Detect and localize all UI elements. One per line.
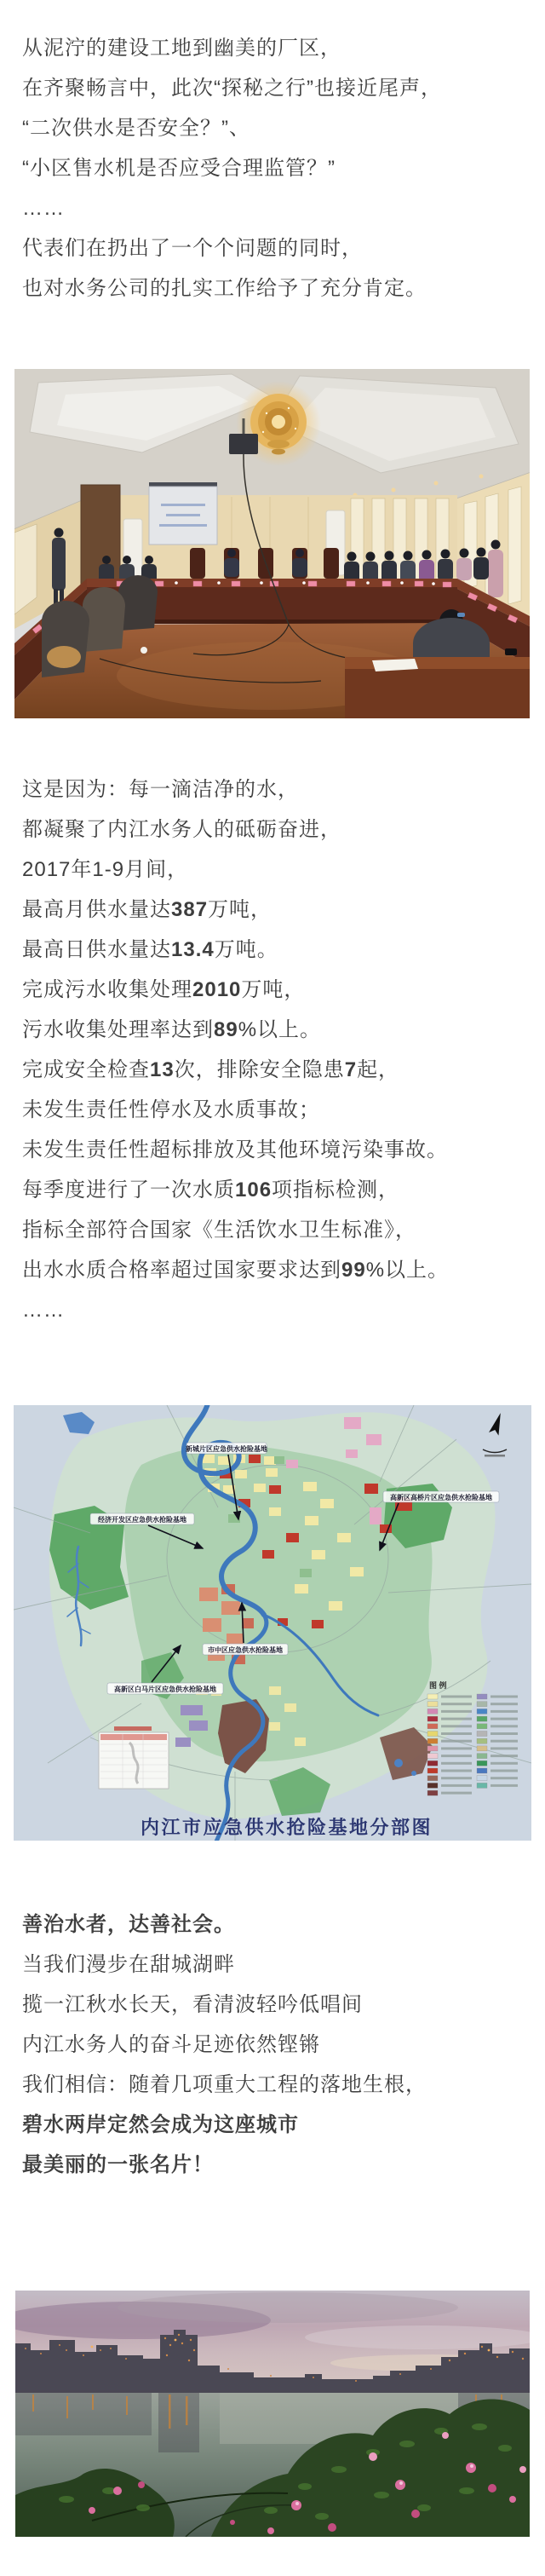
stat-number: 99	[341, 1259, 366, 1282]
text-segment: 污水收集处理率达到	[22, 1018, 214, 1041]
stats-line	[22, 1170, 538, 1210]
outro-line: 最美丽的一张名片！	[22, 2153, 214, 2176]
text-segment: 这是因为：每一滴洁净的水，	[22, 778, 299, 801]
text-segment: 出水水质合格率超过国家要求达到	[22, 1259, 341, 1282]
legend-swatch	[477, 1746, 487, 1751]
legend-label-bar	[490, 1777, 518, 1779]
legend-label-bar	[441, 1725, 472, 1727]
legend-label-bar	[441, 1718, 472, 1720]
text-segment: %以上。	[238, 1018, 322, 1041]
text-segment: 指标全部符合国家《生活饮水卫生标准》，	[22, 1219, 416, 1242]
legend-swatch	[477, 1776, 487, 1781]
city-map-image	[14, 1405, 531, 1841]
map-inset-table	[99, 1726, 169, 1789]
legend-label-bar	[490, 1710, 518, 1713]
legend-swatch	[427, 1754, 438, 1759]
legend-swatch	[427, 1790, 438, 1795]
intro-line: 代表们在扔出了一个个问题的同时，	[22, 237, 363, 260]
legend-swatch	[477, 1768, 487, 1773]
callout-label: 市中区应急供水抢险基地	[208, 1646, 283, 1654]
text-segment: 最高月供水量达	[22, 898, 171, 921]
legend-label-bar	[490, 1696, 518, 1698]
legend-swatch	[427, 1738, 438, 1743]
text-segment: 起，	[357, 1058, 400, 1081]
intro-line: 从泥泞的建设工地到幽美的厂区，	[22, 37, 341, 60]
legend-swatch	[477, 1694, 487, 1699]
stat-number: 387	[171, 898, 209, 921]
outro-line: 善治水者，达善社会。	[22, 1913, 235, 1936]
outro-line: 内江水务人的奋斗足迹依然铿锵	[22, 2033, 320, 2056]
legend-label-bar	[441, 1696, 472, 1698]
legend-label-bar	[441, 1703, 472, 1705]
outro-line: 碧水两岸定然会成为这座城市	[22, 2113, 299, 2136]
riverside-photo	[15, 2291, 530, 2537]
text-segment: 万吨。	[214, 938, 278, 961]
stats-line	[22, 1090, 538, 1130]
legend-label-bar	[490, 1718, 518, 1720]
meeting-photo	[14, 369, 530, 718]
legend-label-bar	[441, 1770, 472, 1772]
legend-label-bar	[490, 1762, 518, 1765]
legend-swatch	[477, 1702, 487, 1707]
legend-swatch	[427, 1732, 438, 1737]
stat-number: 2010	[192, 978, 242, 1001]
text-segment: 未发生责任性超标排放及其他环境污染事故。	[22, 1138, 448, 1161]
legend-swatch	[477, 1732, 487, 1737]
text-segment: 完成安全检查	[22, 1058, 150, 1081]
text-segment: 次，排除安全隐患	[174, 1058, 345, 1081]
text-segment: 万吨，	[208, 898, 272, 921]
intro-line: 在齐聚畅言中，此次“探秘之行”也接近尾声，	[22, 77, 442, 100]
intro-line: “小区售水机是否应受合理监管？”	[22, 157, 336, 180]
legend-label-bar	[490, 1770, 518, 1772]
legend-label-bar	[490, 1732, 518, 1735]
stats-line	[22, 1250, 538, 1290]
meeting-photo-graphic	[14, 369, 530, 718]
legend-swatch	[427, 1716, 438, 1721]
legend-swatch	[477, 1724, 487, 1729]
legend-label-bar	[490, 1755, 518, 1757]
stats-line	[22, 1210, 538, 1250]
text-segment: 完成污水收集处理	[22, 978, 192, 1001]
legend-title: 图 例	[429, 1681, 447, 1690]
legend-label-bar	[490, 1747, 518, 1749]
stats-line	[22, 1130, 538, 1170]
legend-swatch	[427, 1776, 438, 1781]
legend-label-bar	[490, 1784, 518, 1787]
text-segment: ……	[22, 1299, 65, 1322]
stat-number: 89	[214, 1018, 238, 1041]
stat-number: 13.4	[171, 938, 215, 961]
legend-label-bar	[441, 1792, 472, 1795]
stat-number: 13	[150, 1058, 175, 1081]
text-segment: 最高日供水量达	[22, 938, 171, 961]
legend-swatch	[477, 1761, 487, 1766]
text-segment: 2017年1-9月间，	[22, 858, 189, 881]
legend-swatch	[477, 1754, 487, 1759]
stats-line	[22, 1290, 538, 1330]
outro-line: 我们相信：随着几项重大工程的落地生根，	[22, 2073, 427, 2096]
stats-line	[22, 970, 538, 1010]
legend-swatch	[427, 1694, 438, 1699]
legend-swatch	[477, 1716, 487, 1721]
legend-label-bar	[490, 1740, 518, 1743]
text-segment: %以上。	[365, 1259, 450, 1282]
stats-line	[22, 850, 538, 890]
legend-swatch	[427, 1746, 438, 1751]
intro-line: “二次供水是否安全？”、	[22, 117, 250, 140]
projection-screen	[149, 482, 217, 545]
legend-label-bar	[441, 1784, 472, 1787]
text-segment: 都凝聚了内江水务人的砥砺奋进，	[22, 818, 341, 841]
legend-label-bar	[441, 1777, 472, 1779]
callout-label: 经济开发区应急供水抢险基地	[98, 1516, 186, 1524]
legend-swatch	[427, 1702, 438, 1707]
stat-number: 7	[344, 1058, 358, 1081]
legend-swatch	[427, 1709, 438, 1714]
stats-line	[22, 890, 538, 930]
legend-swatch	[427, 1783, 438, 1788]
text-segment: 未发生责任性停水及水质事故；	[22, 1098, 320, 1121]
legend-swatch	[427, 1724, 438, 1729]
outro-line: 揽一江秋水长天，看清波轻吟低唱间	[22, 1993, 363, 2016]
text-segment: 每季度进行了一次水质	[22, 1179, 235, 1202]
legend-label-bar	[441, 1710, 472, 1713]
stats-line	[22, 1010, 538, 1050]
stats-paragraph	[22, 769, 538, 1330]
legend-swatch	[477, 1783, 487, 1788]
intro-line: 也对水务公司的扎实工作给予了充分肯定。	[22, 277, 427, 300]
text-segment: 万吨，	[241, 978, 306, 1001]
stats-line	[22, 930, 538, 970]
riverside-photo-graphic	[15, 2291, 530, 2537]
legend-label-bar	[441, 1762, 472, 1765]
legend-label-bar	[441, 1740, 472, 1743]
legend-swatch	[427, 1761, 438, 1766]
legend-label-bar	[441, 1747, 472, 1749]
intro-paragraph	[22, 28, 538, 308]
stats-line	[22, 1050, 538, 1090]
map-graphic	[14, 1405, 531, 1841]
stats-line	[22, 769, 538, 810]
stat-number: 106	[235, 1179, 272, 1202]
outro-line: 当我们漫步在甜城湖畔	[22, 1953, 235, 1976]
legend-label-bar	[441, 1755, 472, 1757]
legend-label-bar	[490, 1725, 518, 1727]
intro-line: ……	[22, 197, 65, 220]
text-segment: 项指标检测，	[272, 1179, 400, 1202]
legend-swatch	[477, 1709, 487, 1714]
callout-label: 高新区白马片区应急供水抢险基地	[114, 1686, 216, 1693]
legend-swatch	[477, 1738, 487, 1743]
legend-swatch	[427, 1768, 438, 1773]
stats-line	[22, 810, 538, 850]
callout-label: 高新区高桥片区应急供水抢险基地	[390, 1494, 492, 1501]
closing-paragraph	[22, 1905, 538, 2185]
legend-label-bar	[441, 1732, 472, 1735]
map-title: 内江市应急供水抢险基地分部图	[140, 1817, 433, 1838]
legend-label-bar	[490, 1703, 518, 1705]
callout-label: 新城片区应急供水抢险基地	[186, 1445, 267, 1453]
